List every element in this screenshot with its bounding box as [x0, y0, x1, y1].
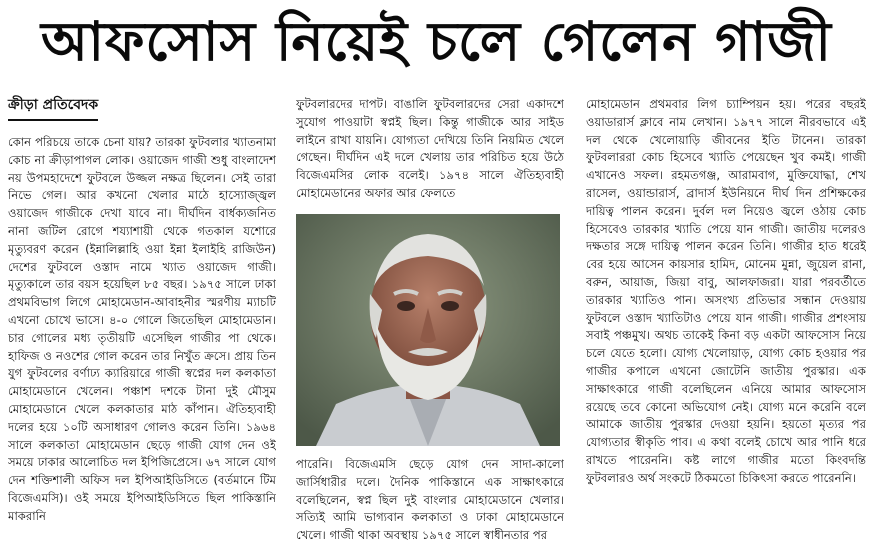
column-2-bottom-text: পারেনি। বিজেএমসি ছেড়ে যোগ দেন সাদা-কালো জার্সিধারীর দলে। দৈনিক পাকিস্তানে এক সাক্ষাৎকারে বলেছিলেন, স্বপ্ন ছিল দুই বাংলার মোহামেডানে খেলার। সত্যিই আমি ভাগ্যবান কলকাতা ও ঢাকা মোহামেডানে খেলে। গাজী থাকা অবস্থায় ১৯৭৫ সালে স্বাধীনতার পর	[296, 457, 564, 543]
portrait-photo	[296, 214, 560, 446]
portrait-photo-image	[296, 214, 560, 446]
column-1-text: কোন পরিচয়ে তাকে চেনা যায়? তারকা ফুটবলার খ্যাতনামা কোচ না ক্রীড়াপাগল লোক। ওয়াজেদ গাজী শুধু বাংলাদেশ নয় উপমহাদেশে ফুটবলে উজ্জল নক্ষত্র ছিলেন। সেই তারা নিভে গেল। আর কখনো খেলার মাঠে হাস্যোজ্জ্বল ওয়াজেদ গাজীকে দেখা যাবে না। দীর্ঘদিন বার্ধক্যজনিত নানা জটিল রোগে শয্যাশায়ী থেকে গতকাল যশোরে মৃত্যুবরণ করেন (ইন্নালিল্লাহি ওয়া ইন্না ইলাইহি রাজিউন) দেশের ফুটবলে ওস্তাদ নামে খ্যাত ওয়াজেদ গাজী। মৃত্যুকালে তার বয়স হয়েছিল ৮৫ বছর। ১৯৭৫ সালে ঢাকা প্রথমবিভাগ লিগে মোহামেডান-আবাহনীর স্মরণীয় ম্যাচটি এখনো চোখে ভাসে। ৪-০ গোলে জিতেছিল মোহামেডান। চার গোলের মধ্য তৃতীয়টি এসেছিল গাজীর পা থেকে। হাফিজ ও নওশের গোল করেন তার নিখুঁত ক্রসে। প্রায় তিন যুগ ফুটবলের বর্ণাঢ্য ক্যারিয়ারে গাজী স্বপ্নের দল কলকাতা মোহামেডানে খেলেন। পঞ্চাশ দশকে টানা দুই মৌসুম মোহামেডানে খেলে কলকাতার মাঠ কাঁপান। ঐতিহ্যবাহী দলের হয়ে ১০টি অসাধারণ গোলও করেন তিনি। ১৯৬৪ সালে কলকাতা মোহামেডান ছেড়ে গাজী যোগ দেন ওই সময়ে ঢাকার আলোচিত দল ইপিজিপ্রেসে। ৬৭ সালে যোগ দেন শক্তিশালী অফিস দল ইপিআইডিসিতে (বর্তমানে টিম বিজেএমসি)। ওই সময়ে ইপিআইডিসিতে ছিল পাকিস্তানি মাকরানি	[8, 135, 276, 523]
article-column-2-bottom	[296, 456, 564, 546]
article-column-3	[586, 96, 866, 546]
column-2-top-text: ফুটবলারদের দাপট। বাঙালি ফুটবলারদের সেরা একাদশে সুযোগ পাওয়াটা স্বপ্নই ছিল। কিন্তু গাজীকে আর সাইড লাইনে রাখা যায়নি। যোগ্যতা দেখিয়ে তিনি নিয়মিত খেলে গেছেন। দীর্ঘদিন এই দলে খেলায় তার পরিচিত হয়ে উঠে বিজেএমসির লোক বলেই। ১৯৭৪ সালে ঐতিহ্যবাহী মোহামেডানের অফার আর ফেলতে	[296, 97, 564, 200]
byline: ক্রীড়া প্রতিবেদক	[8, 93, 98, 121]
article-column-1	[8, 134, 276, 546]
column-3-text: মোহামেডান প্রথমবার লিগ চ্যাম্পিয়ন হয়। পরের বছরই ওয়াডারার্স ক্লাবে নাম লেখান। ১৯৭৭ সালে নীরবভাবে এই দল থেকে খেলোয়াড়ি জীবনের ইতি টানেন। তারকা ফুটবলাররা কোচ হিসেবে খ্যাতি পেয়েছেন খুব কমই। গাজী এখানেও সফল। রহমতগঞ্জ, আরামবাগ, মুক্তিযোদ্ধা, শেখ রাসেল, ওয়ান্ডারার্স, ব্রাদার্স ইউনিয়নে দীর্ঘ দিন প্রশিক্ষকের দায়িত্ব পালন করেন। দুর্বল দল নিয়েও জ্বলে ওঠায় কোচ হিসেবেও তারকার খ্যাতি পেয়ে যান গাজী। জাতীয় দলেরও দক্ষতার সঙ্গে দায়িত্ব পালন করেন তিনি। গাজীর হাত ধরেই বের হয়ে আসেন কায়সার হামিদ, মোনেম মুন্না, জুয়েল রানা, বরুন, আয়াজ, জিয়া বাবু, আলফাজরা। যারা পরবর্তীতে তারকার খ্যাতিও পান। অসংখ্য প্রতিভার সন্ধান দেওয়ায় ফুটবলে ওস্তাদ খ্যাতিটাও পেয়ে যান গাজী। গাজীর প্রশংসায় সবাই পঞ্চমুখ। অথচ তাকেই কিনা বড় একটা আফসোস নিয়ে চলে যেতে হলো। যোগ্য খেলোয়াড়, যোগ্য কোচ হওয়ার পর গাজীর কপালে এখনো জোটেনি জাতীয় পুরস্কার। এক সাক্ষাৎকারে গাজী বলেছিলেন এনিয়ে আমার আফসোস রয়েছে তবে কোনো অভিযোগ নেই। যোগ্য মনে করেনি বলে আমাকে জাতীয় পুরস্কার দেওয়া হয়নি। হয়তো মৃত্যর পর যোগ্যতার স্বীকৃতি পাব। এ কথা বলেই চোখে আর পানি ধরে রাখতে পারেননি। কষ্ট লাগে গাজীর মতো কিংবদন্তি ফুটবলারও অর্থ সংকটে ঠিকমতো চিকিৎসা করতে পারেননি।	[586, 97, 866, 485]
headline: আফসোস নিয়েই চলে গেলেন গাজী	[41, 10, 832, 73]
article-column-2-top	[296, 96, 564, 214]
